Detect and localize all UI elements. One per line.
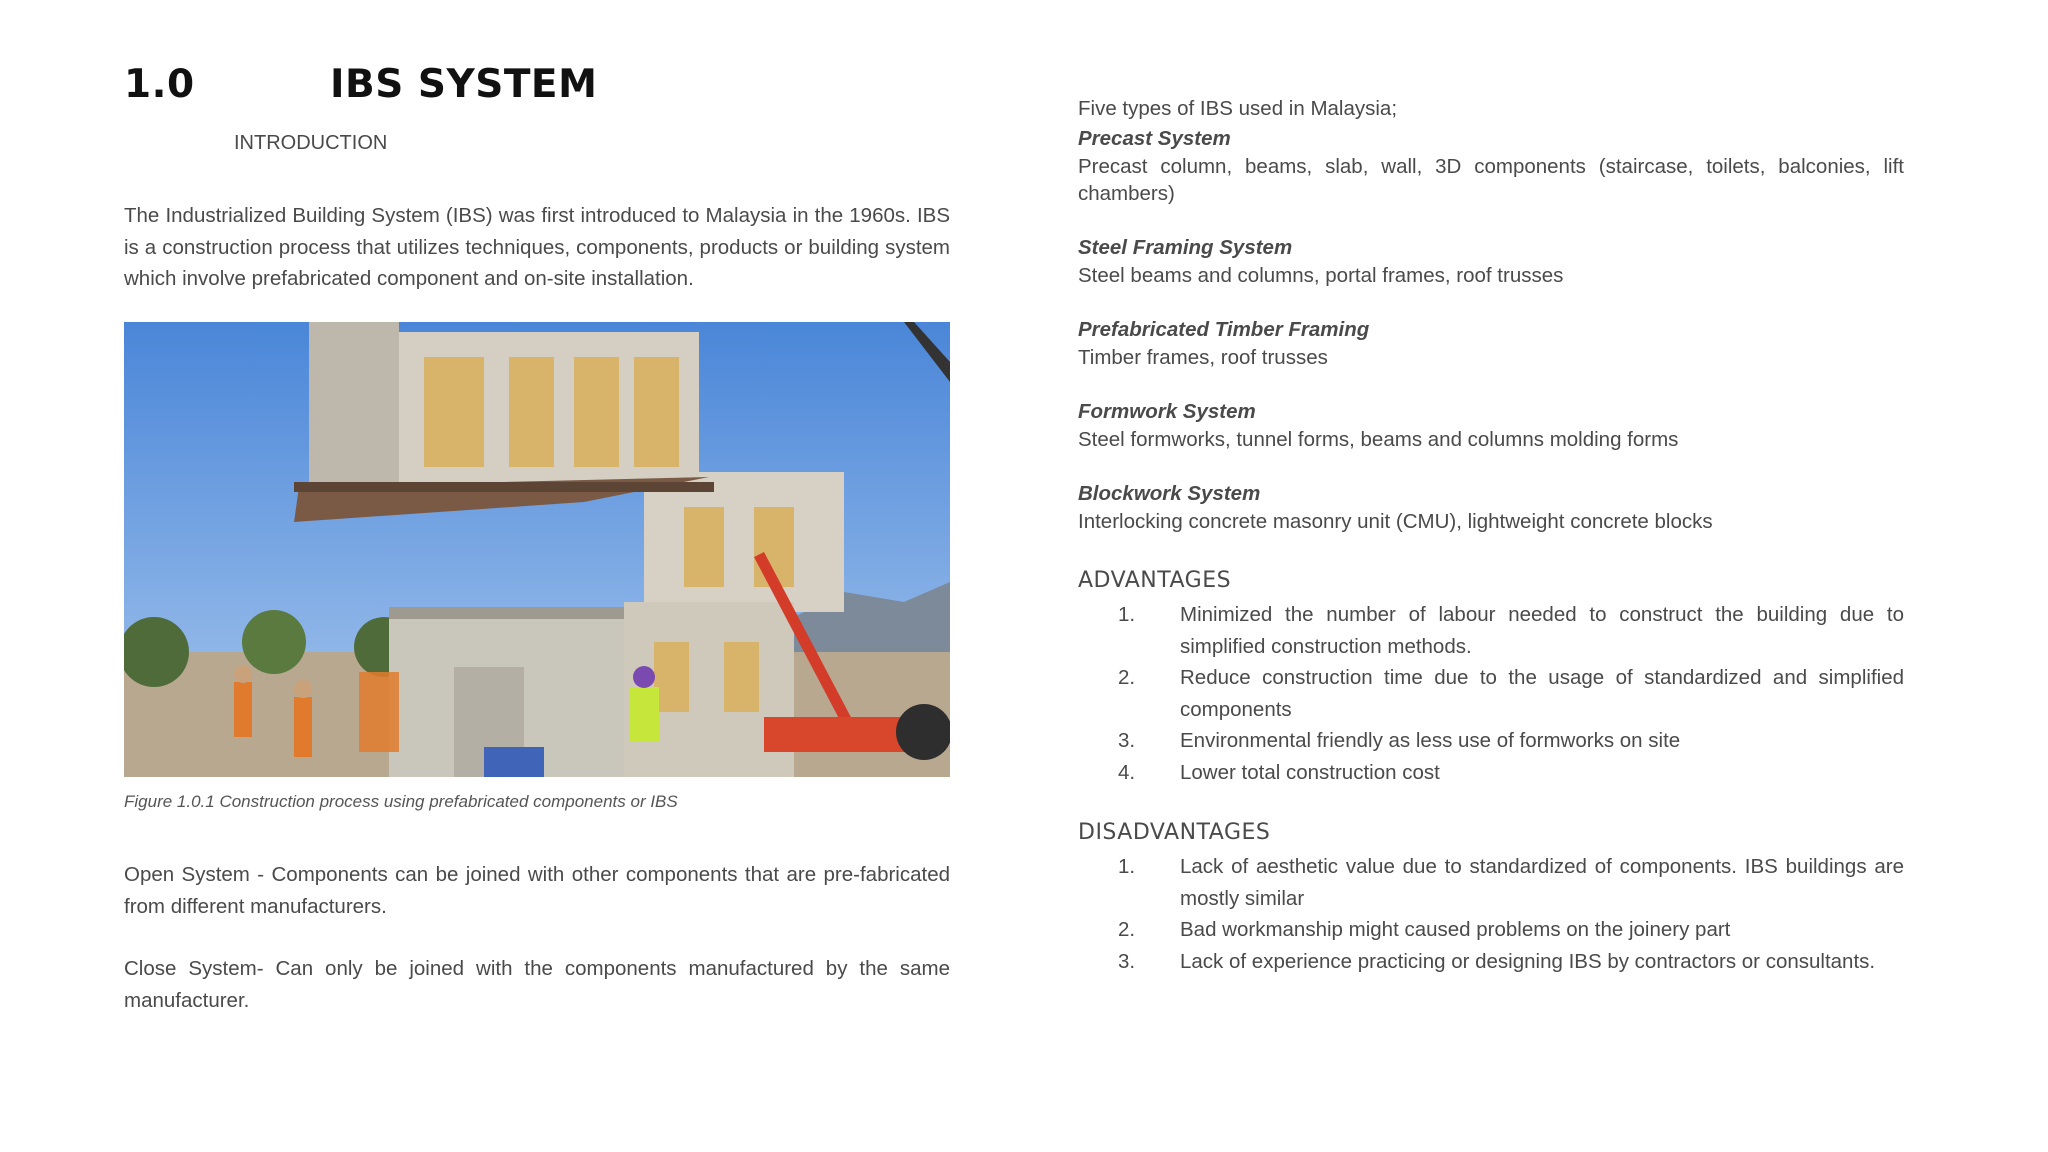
ibs-type-item [1078,398,1904,453]
ibs-type-desc: Precast column, beams, slab, wall, 3D components (staircase, toilets, balconies, lift chambers) [1078,154,1904,205]
list-item [1078,851,1904,914]
list-number: 4. [1118,760,1136,784]
list-text: Lack of experience practicing or designing IBS by contractors or consultants. [1180,949,1876,973]
ibs-types-intro: Five types of IBS used in Malaysia; [1078,97,1398,120]
list-item [1078,725,1904,757]
list-item [1078,662,1904,725]
close-system-paragraph: Close System- Can only be joined with the components manufactured by the same manufacturer. [124,957,950,1012]
construction-photo-illustration [124,322,950,777]
list-item [1078,757,1904,789]
ibs-type-item [1078,316,1904,371]
list-item [1078,914,1904,946]
ibs-type-desc: Steel formworks, tunnel forms, beams and columns molding forms [1078,427,1679,451]
ibs-type-desc: Timber frames, roof trusses [1078,345,1328,369]
list-text: Lower total construction cost [1180,760,1440,784]
disadvantages-heading: DISADVANTAGES [1078,820,1271,845]
list-number: 3. [1118,949,1136,973]
ibs-type-desc: Steel beams and columns, portal frames, roof trusses [1078,263,1564,287]
construction-photo [124,322,950,777]
list-text: Reduce construction time due to the usage of standardized and simplified components [1180,666,1904,721]
list-number: 1. [1118,855,1136,878]
ibs-type-desc: Interlocking concrete masonry unit (CMU), lightweight concrete blocks [1078,509,1713,533]
ibs-type-name: Formwork System [1078,400,1256,423]
section-number: 1.0 [124,62,195,107]
list-number: 2. [1118,666,1136,689]
ibs-type-name: Blockwork System [1078,482,1261,505]
list-number: 1. [1118,603,1136,626]
list-number: 2. [1118,918,1136,941]
intro-paragraph: The Industrialized Building System (IBS) was first introduced to Malaysia in the 1960s. IBS is a construction process that utilizes techniques, components, products or building system which involve prefabricated component and on-site installation. [124,204,950,290]
list-text: Lack of aesthetic value due to standardized of components. IBS buildings are mostly similar [1180,855,1904,910]
ibs-type-name: Steel Framing System [1078,236,1293,259]
advantages-heading: ADVANTAGES [1078,568,1232,593]
figure-caption: Figure 1.0.1 Construction process using prefabricated components or IBS [124,792,678,811]
page-title: IBS SYSTEM [330,62,598,107]
list-item [1078,599,1904,662]
list-text: Bad workmanship might caused problems on the joinery part [1180,918,1731,941]
ibs-type-item [1078,125,1904,208]
list-number: 3. [1118,729,1136,752]
open-system-paragraph: Open System - Components can be joined with other components that are pre-fabricated from different manufacturers. [124,863,950,918]
list-text: Environmental friendly as less use of formworks on site [1180,729,1681,752]
ibs-type-item [1078,480,1904,535]
disadvantages-list [1078,851,1904,977]
ibs-type-item [1078,234,1904,289]
list-item [1078,946,1904,978]
ibs-type-name: Precast System [1078,127,1231,150]
advantages-list [1078,599,1904,788]
list-text: Minimized the number of labour needed to construct the building due to simplified construction methods. [1180,603,1904,658]
section-subtitle: INTRODUCTION [234,132,388,154]
ibs-type-name: Prefabricated Timber Framing [1078,318,1370,341]
